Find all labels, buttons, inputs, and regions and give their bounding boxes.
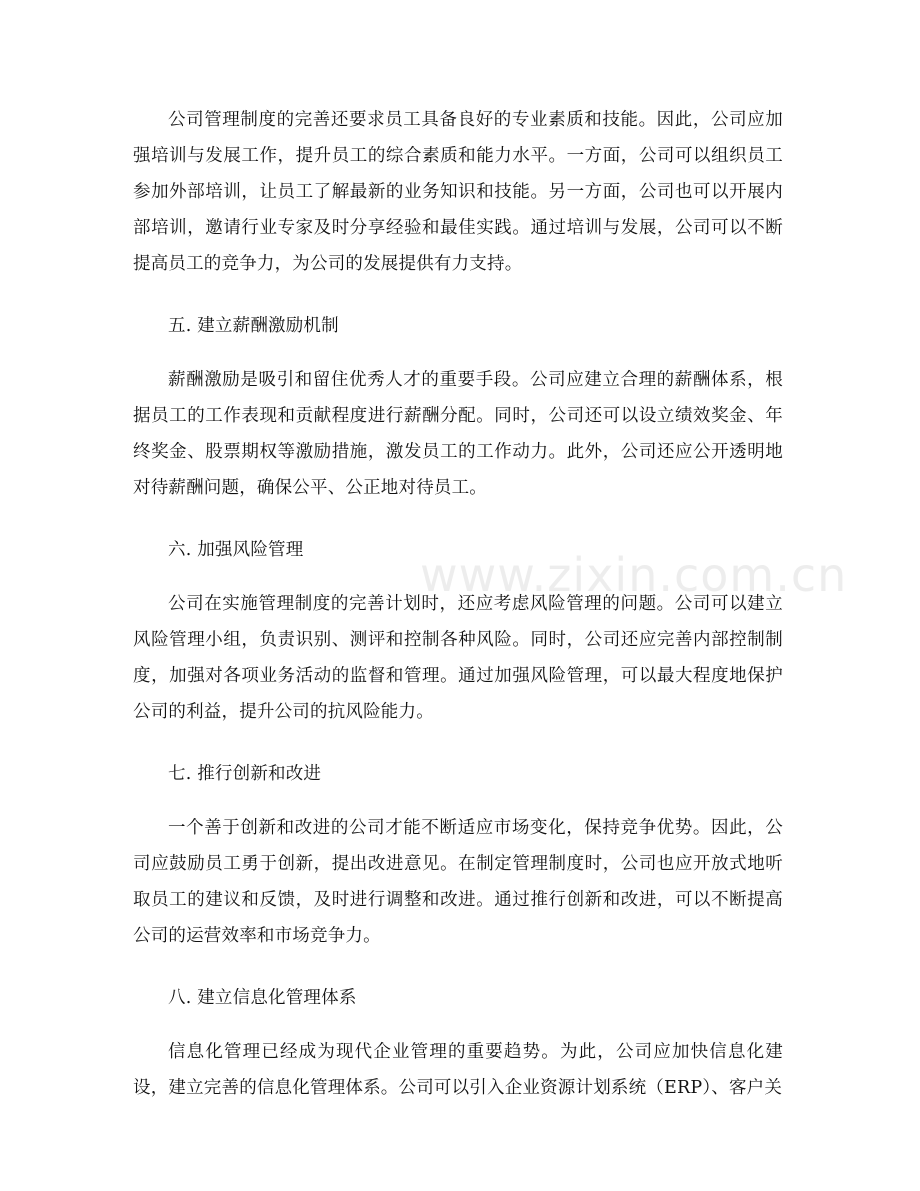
- document-body: [133, 102, 783, 1106]
- paragraph-risk-management: 公司在实施管理制度的完善计划时，还应考虑风险管理的问题。公司可以建立风险管理小组，负责识别、测评和控制各种风险。同时，公司还应完善内部控制制度，加强对各项业务活动的监督和管理。通过加强风险管理，可以最大程度地保护公司的利益，提升公司的抗风险能力。: [133, 594, 783, 722]
- heading-section-5: 五. 建立薪酬激励机制: [168, 316, 339, 336]
- paragraph-innovation: 一个善于创新和改进的公司才能不断适应市场变化，保持竞争优势。因此，公司应鼓励员工勇于创新，提出改进意见。在制定管理制度时，公司也应开放式地听取员工的建议和反馈，及时进行调整和改进。通过推行创新和改进，可以不断提高公司的运营效率和市场竞争力。: [133, 818, 783, 946]
- watermark-text: www.zixin.com.cn: [420, 548, 848, 602]
- heading-section-8: 八. 建立信息化管理体系: [168, 988, 357, 1008]
- heading-section-6: 六. 加强风险管理: [168, 540, 304, 560]
- paragraph-training: 公司管理制度的完善还要求员工具备良好的专业素质和技能。因此，公司应加强培训与发展工作，提升员工的综合素质和能力水平。一方面，公司可以组织员工参加外部培训，让员工了解最新的业务知识和技能。另一方面，公司也可以开展内部培训，邀请行业专家及时分享经验和最佳实践。通过培训与发展，公司可以不断提高员工的竞争力，为公司的发展提供有力支持。: [133, 110, 783, 274]
- heading-section-7: 七. 推行创新和改进: [168, 764, 322, 784]
- paragraph-compensation: 薪酬激励是吸引和留住优秀人才的重要手段。公司应建立合理的薪酬体系，根据员工的工作表现和贡献程度进行薪酬分配。同时，公司还可以设立绩效奖金、年终奖金、股票期权等激励措施，激发员工的工作动力。此外，公司还应公开透明地对待薪酬问题，确保公平、公正地对待员工。: [133, 370, 783, 498]
- paragraph-information-management: 信息化管理已经成为现代企业管理的重要趋势。为此，公司应加快信息化建设，建立完善的信息化管理体系。公司可以引入企业资源计划系统（ERP）、客户关: [133, 1042, 783, 1098]
